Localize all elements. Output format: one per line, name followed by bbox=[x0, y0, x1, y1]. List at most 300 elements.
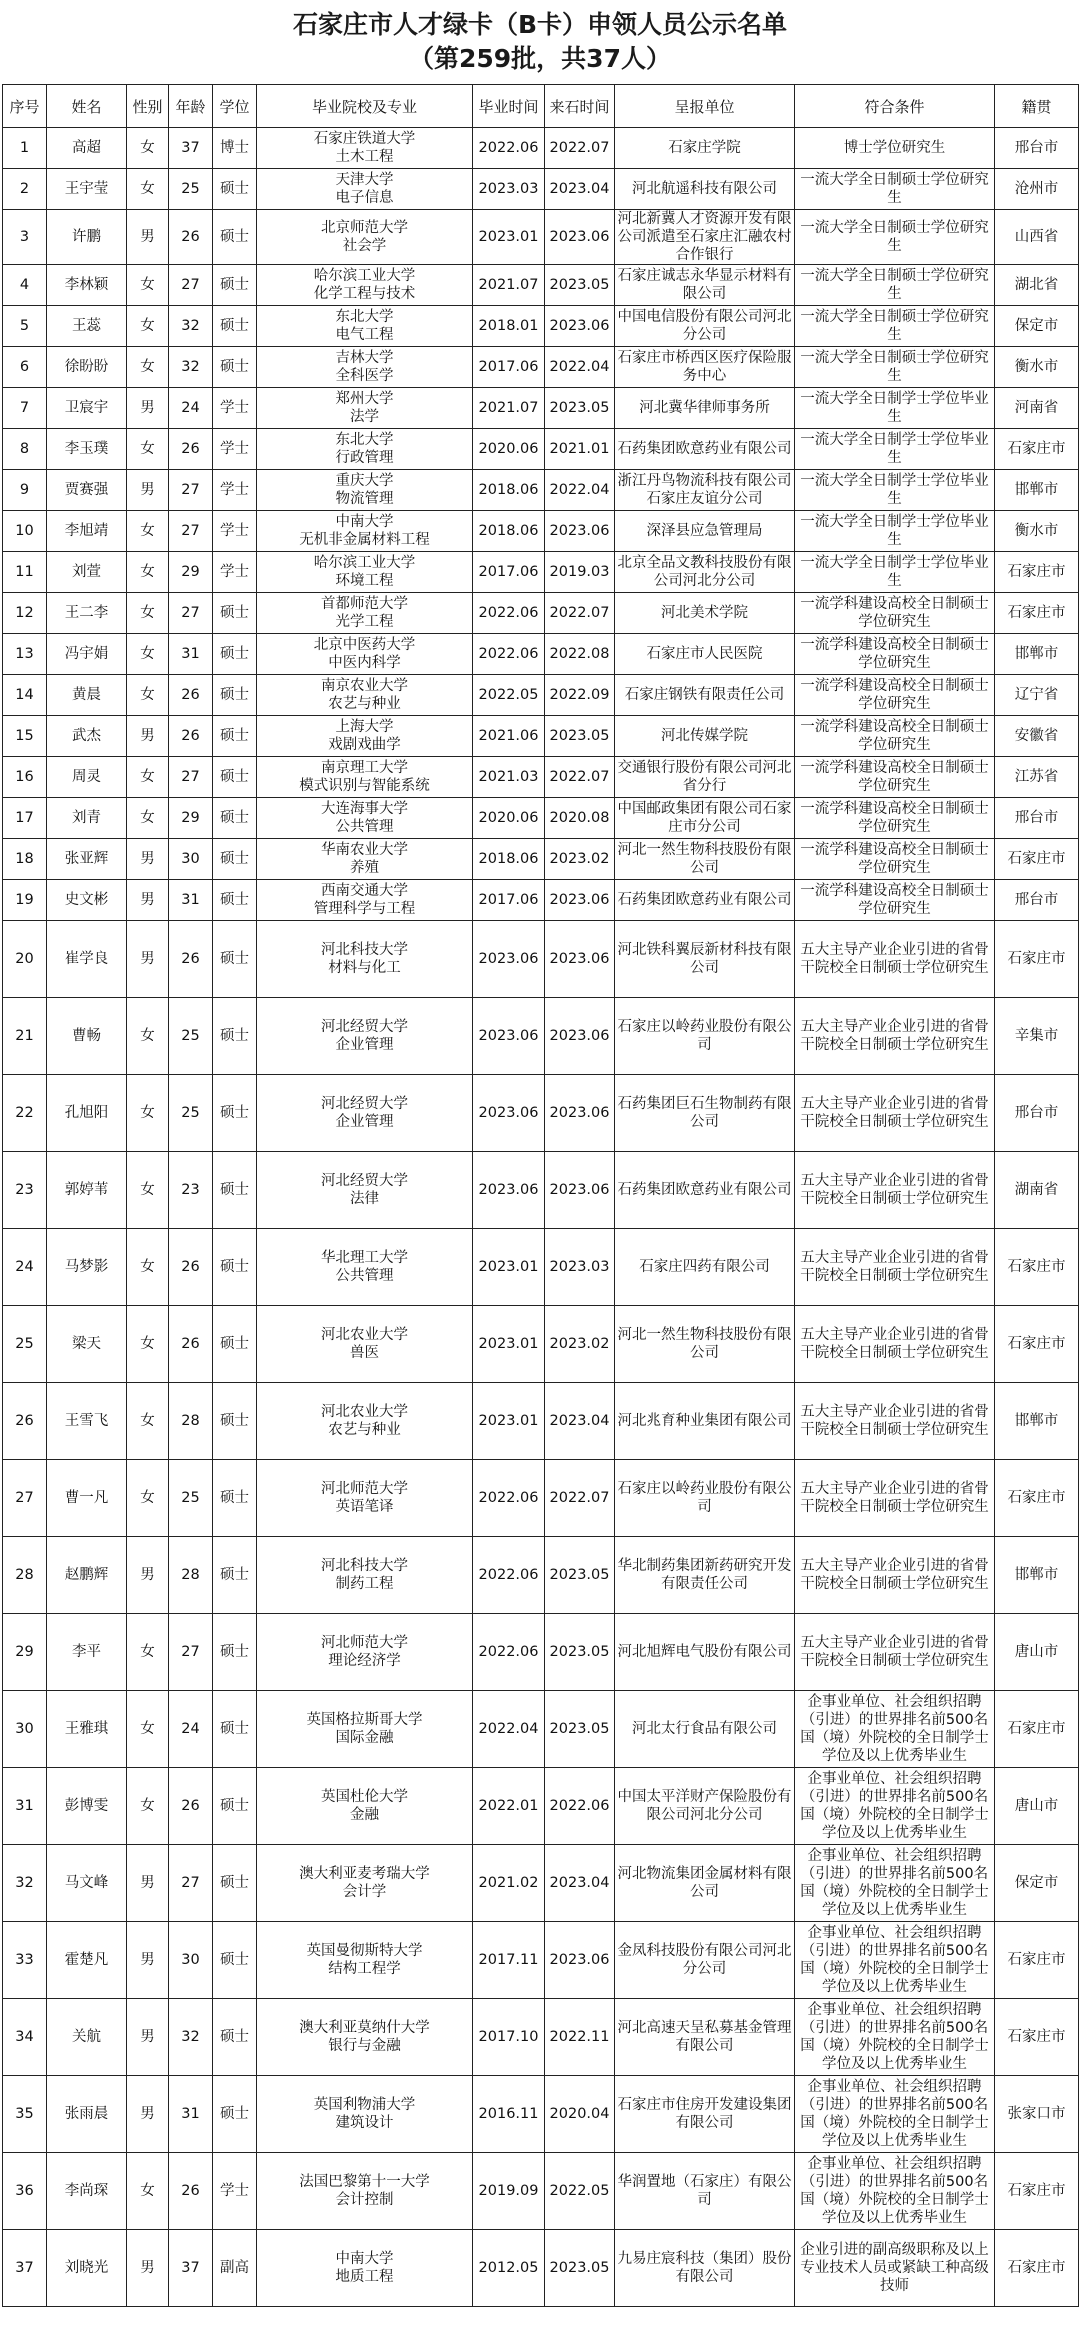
cell-name: 贾赛强 bbox=[47, 470, 127, 511]
cell-school-major bbox=[257, 511, 473, 552]
cell-no: 31 bbox=[3, 1768, 47, 1845]
cell-degree: 硕士 bbox=[213, 210, 257, 265]
cell-condition: 五大主导产业企业引进的省骨干院校全日制硕士学位研究生 bbox=[795, 1075, 995, 1152]
cell-age: 24 bbox=[169, 388, 213, 429]
cell-no: 10 bbox=[3, 511, 47, 552]
cell-grad-time: 2019.09 bbox=[473, 2153, 545, 2230]
school-name: 河北经贸大学 bbox=[321, 1096, 408, 1112]
cell-age: 27 bbox=[169, 757, 213, 798]
school-name: 华南农业大学 bbox=[321, 842, 408, 858]
school-name: 东北大学 bbox=[335, 432, 394, 448]
cell-origin: 邢台市 bbox=[995, 798, 1079, 839]
cell-name: 郭婷苇 bbox=[47, 1152, 127, 1229]
cell-arrive-time: 2022.07 bbox=[545, 128, 615, 169]
cell-degree: 副高 bbox=[213, 2230, 257, 2307]
cell-degree: 硕士 bbox=[213, 1768, 257, 1845]
school-name: 澳大利亚莫纳什大学 bbox=[299, 2020, 430, 2036]
cell-school-major bbox=[257, 998, 473, 1075]
major-name: 结构工程学 bbox=[328, 1961, 401, 1977]
cell-arrive-time: 2023.05 bbox=[545, 388, 615, 429]
cell-school-major bbox=[257, 675, 473, 716]
cell-name: 王雪飞 bbox=[47, 1383, 127, 1460]
cell-grad-time: 2022.06 bbox=[473, 1537, 545, 1614]
cell-origin: 邯郸市 bbox=[995, 470, 1079, 511]
cell-unit: 石药集团巨石生物制药有限公司 bbox=[615, 1075, 795, 1152]
cell-origin: 江苏省 bbox=[995, 757, 1079, 798]
cell-degree: 硕士 bbox=[213, 265, 257, 306]
cell-age: 25 bbox=[169, 1075, 213, 1152]
cell-unit: 石家庄以岭药业股份有限公司 bbox=[615, 1460, 795, 1537]
cell-origin: 衡水市 bbox=[995, 511, 1079, 552]
table-row bbox=[3, 593, 1079, 634]
cell-degree: 硕士 bbox=[213, 1152, 257, 1229]
cell-condition: 一流学科建设高校全日制硕士学位研究生 bbox=[795, 798, 995, 839]
major-name: 化学工程与技术 bbox=[313, 286, 416, 302]
table-row bbox=[3, 1845, 1079, 1922]
header-origin: 籍贯 bbox=[995, 85, 1079, 128]
cell-school-major bbox=[257, 347, 473, 388]
cell-grad-time: 2023.01 bbox=[473, 210, 545, 265]
cell-arrive-time: 2023.06 bbox=[545, 1152, 615, 1229]
cell-condition: 一流大学全日制学士学位毕业生 bbox=[795, 429, 995, 470]
cell-school-major bbox=[257, 634, 473, 675]
cell-school-major bbox=[257, 2076, 473, 2153]
header-age: 年龄 bbox=[169, 85, 213, 128]
cell-name: 徐盼盼 bbox=[47, 347, 127, 388]
table-row bbox=[3, 1691, 1079, 1768]
major-name: 会计学 bbox=[342, 1884, 387, 1900]
cell-condition: 一流学科建设高校全日制硕士学位研究生 bbox=[795, 716, 995, 757]
cell-school-major bbox=[257, 593, 473, 634]
cell-degree: 硕士 bbox=[213, 634, 257, 675]
cell-age: 26 bbox=[169, 429, 213, 470]
cell-condition: 一流学科建设高校全日制硕士学位研究生 bbox=[795, 634, 995, 675]
cell-school-major bbox=[257, 470, 473, 511]
cell-grad-time: 2023.01 bbox=[473, 1306, 545, 1383]
cell-school-major bbox=[257, 798, 473, 839]
cell-degree: 硕士 bbox=[213, 1691, 257, 1768]
cell-grad-time: 2017.06 bbox=[473, 552, 545, 593]
major-name: 电气工程 bbox=[335, 327, 394, 343]
cell-degree: 硕士 bbox=[213, 716, 257, 757]
cell-no: 25 bbox=[3, 1306, 47, 1383]
cell-degree: 学士 bbox=[213, 552, 257, 593]
major-name: 金融 bbox=[350, 1807, 379, 1823]
cell-no: 24 bbox=[3, 1229, 47, 1306]
cell-no: 22 bbox=[3, 1075, 47, 1152]
cell-condition: 五大主导产业企业引进的省骨干院校全日制硕士学位研究生 bbox=[795, 1537, 995, 1614]
cell-origin: 石家庄市 bbox=[995, 2153, 1079, 2230]
cell-gender: 男 bbox=[127, 388, 169, 429]
document-subtitle: （第259批，共37人） bbox=[409, 44, 671, 73]
cell-gender: 女 bbox=[127, 511, 169, 552]
header-school-major: 毕业院校及专业 bbox=[257, 85, 473, 128]
school-name: 河北师范大学 bbox=[321, 1481, 408, 1497]
cell-no: 16 bbox=[3, 757, 47, 798]
cell-no: 4 bbox=[3, 265, 47, 306]
cell-arrive-time: 2022.06 bbox=[545, 1768, 615, 1845]
header-gender: 性别 bbox=[127, 85, 169, 128]
cell-grad-time: 2018.06 bbox=[473, 839, 545, 880]
cell-grad-time: 2022.06 bbox=[473, 634, 545, 675]
cell-gender: 女 bbox=[127, 998, 169, 1075]
cell-gender: 男 bbox=[127, 470, 169, 511]
cell-gender: 女 bbox=[127, 1614, 169, 1691]
school-name: 大连海事大学 bbox=[321, 801, 408, 817]
cell-gender: 男 bbox=[127, 210, 169, 265]
cell-arrive-time: 2021.01 bbox=[545, 429, 615, 470]
cell-condition: 企事业单位、社会组织招聘（引进）的世界排名前500名国（境）外院校的全日制学士学位及以上优秀毕业生 bbox=[795, 1691, 995, 1768]
cell-origin: 唐山市 bbox=[995, 1614, 1079, 1691]
cell-unit: 中国邮政集团有限公司石家庄市分公司 bbox=[615, 798, 795, 839]
cell-arrive-time: 2023.05 bbox=[545, 1614, 615, 1691]
cell-grad-time: 2022.06 bbox=[473, 128, 545, 169]
cell-grad-time: 2018.06 bbox=[473, 511, 545, 552]
cell-no: 21 bbox=[3, 998, 47, 1075]
cell-no: 35 bbox=[3, 2076, 47, 2153]
cell-name: 马文峰 bbox=[47, 1845, 127, 1922]
cell-grad-time: 2023.06 bbox=[473, 998, 545, 1075]
cell-no: 36 bbox=[3, 2153, 47, 2230]
cell-name: 高超 bbox=[47, 128, 127, 169]
cell-condition: 五大主导产业企业引进的省骨干院校全日制硕士学位研究生 bbox=[795, 921, 995, 998]
cell-arrive-time: 2023.05 bbox=[545, 1691, 615, 1768]
cell-origin: 石家庄市 bbox=[995, 1460, 1079, 1537]
cell-gender: 男 bbox=[127, 1537, 169, 1614]
cell-name: 刘晓光 bbox=[47, 2230, 127, 2307]
cell-name: 赵鹏辉 bbox=[47, 1537, 127, 1614]
cell-school-major bbox=[257, 839, 473, 880]
cell-origin: 衡水市 bbox=[995, 347, 1079, 388]
major-name: 全科医学 bbox=[335, 368, 394, 384]
cell-unit: 河北一然生物科技股份有限公司 bbox=[615, 839, 795, 880]
cell-arrive-time: 2022.04 bbox=[545, 470, 615, 511]
school-name: 河北农业大学 bbox=[321, 1327, 408, 1343]
cell-arrive-time: 2023.06 bbox=[545, 210, 615, 265]
cell-no: 23 bbox=[3, 1152, 47, 1229]
cell-origin: 保定市 bbox=[995, 1845, 1079, 1922]
cell-origin: 邯郸市 bbox=[995, 1383, 1079, 1460]
cell-grad-time: 2021.02 bbox=[473, 1845, 545, 1922]
cell-unit: 河北新冀人才资源开发有限公司派遣至石家庄汇融农村合作银行 bbox=[615, 210, 795, 265]
cell-arrive-time: 2023.05 bbox=[545, 2230, 615, 2307]
cell-unit: 石家庄钢铁有限责任公司 bbox=[615, 675, 795, 716]
cell-name: 曹畅 bbox=[47, 998, 127, 1075]
cell-unit: 浙江丹鸟物流科技有限公司石家庄友谊分公司 bbox=[615, 470, 795, 511]
major-name: 企业管理 bbox=[335, 1114, 394, 1130]
cell-unit: 交通银行股份有限公司河北省分行 bbox=[615, 757, 795, 798]
school-name: 吉林大学 bbox=[335, 350, 394, 366]
cell-gender: 女 bbox=[127, 1383, 169, 1460]
cell-age: 32 bbox=[169, 347, 213, 388]
cell-unit: 石家庄学院 bbox=[615, 128, 795, 169]
cell-grad-time: 2017.06 bbox=[473, 880, 545, 921]
cell-arrive-time: 2023.04 bbox=[545, 1845, 615, 1922]
major-name: 地质工程 bbox=[335, 2269, 394, 2285]
cell-gender: 女 bbox=[127, 593, 169, 634]
cell-school-major bbox=[257, 880, 473, 921]
cell-unit: 石家庄诚志永华显示材料有限公司 bbox=[615, 265, 795, 306]
cell-origin: 辛集市 bbox=[995, 998, 1079, 1075]
cell-age: 30 bbox=[169, 839, 213, 880]
cell-age: 24 bbox=[169, 1691, 213, 1768]
table-row bbox=[3, 716, 1079, 757]
cell-unit: 石家庄市人民医院 bbox=[615, 634, 795, 675]
cell-origin: 河南省 bbox=[995, 388, 1079, 429]
cell-origin: 邢台市 bbox=[995, 880, 1079, 921]
cell-gender: 男 bbox=[127, 2076, 169, 2153]
cell-grad-time: 2022.06 bbox=[473, 1614, 545, 1691]
cell-gender: 女 bbox=[127, 634, 169, 675]
major-name: 企业管理 bbox=[335, 1037, 394, 1053]
cell-condition: 一流大学全日制硕士学位研究生 bbox=[795, 169, 995, 210]
cell-age: 31 bbox=[169, 880, 213, 921]
major-name: 无机非金属材料工程 bbox=[299, 532, 430, 548]
school-name: 上海大学 bbox=[335, 719, 394, 735]
table-row bbox=[3, 128, 1079, 169]
cell-school-major bbox=[257, 1691, 473, 1768]
cell-origin: 邢台市 bbox=[995, 1075, 1079, 1152]
cell-arrive-time: 2023.02 bbox=[545, 1306, 615, 1383]
major-name: 农艺与种业 bbox=[328, 1422, 401, 1438]
cell-unit: 石家庄市住房开发建设集团有限公司 bbox=[615, 2076, 795, 2153]
school-name: 河北农业大学 bbox=[321, 1404, 408, 1420]
cell-grad-time: 2021.03 bbox=[473, 757, 545, 798]
table-row bbox=[3, 470, 1079, 511]
table-row bbox=[3, 757, 1079, 798]
cell-unit: 中国太平洋财产保险股份有限公司河北分公司 bbox=[615, 1768, 795, 1845]
cell-unit: 石家庄以岭药业股份有限公司 bbox=[615, 998, 795, 1075]
cell-age: 31 bbox=[169, 634, 213, 675]
cell-age: 29 bbox=[169, 798, 213, 839]
table-row bbox=[3, 634, 1079, 675]
cell-condition: 一流学科建设高校全日制硕士学位研究生 bbox=[795, 675, 995, 716]
cell-grad-time: 2016.11 bbox=[473, 2076, 545, 2153]
cell-name: 刘青 bbox=[47, 798, 127, 839]
cell-gender: 女 bbox=[127, 552, 169, 593]
cell-grad-time: 2022.06 bbox=[473, 1460, 545, 1537]
cell-no: 12 bbox=[3, 593, 47, 634]
major-name: 兽医 bbox=[350, 1345, 379, 1361]
cell-condition: 一流大学全日制硕士学位研究生 bbox=[795, 265, 995, 306]
cell-name: 张雨晨 bbox=[47, 2076, 127, 2153]
cell-origin: 石家庄市 bbox=[995, 2230, 1079, 2307]
cell-unit: 河北美术学院 bbox=[615, 593, 795, 634]
school-name: 西南交通大学 bbox=[321, 883, 408, 899]
cell-grad-time: 2021.07 bbox=[473, 265, 545, 306]
table-row bbox=[3, 1614, 1079, 1691]
cell-origin: 石家庄市 bbox=[995, 593, 1079, 634]
cell-condition: 一流大学全日制硕士学位研究生 bbox=[795, 306, 995, 347]
cell-condition: 一流大学全日制学士学位毕业生 bbox=[795, 470, 995, 511]
cell-name: 卫宸宇 bbox=[47, 388, 127, 429]
major-name: 会计控制 bbox=[335, 2192, 394, 2208]
cell-name: 李平 bbox=[47, 1614, 127, 1691]
cell-age: 26 bbox=[169, 1229, 213, 1306]
major-name: 银行与金融 bbox=[328, 2038, 401, 2054]
cell-school-major bbox=[257, 1768, 473, 1845]
cell-origin: 石家庄市 bbox=[995, 1999, 1079, 2076]
cell-grad-time: 2017.06 bbox=[473, 347, 545, 388]
cell-degree: 硕士 bbox=[213, 1460, 257, 1537]
cell-no: 37 bbox=[3, 2230, 47, 2307]
cell-age: 29 bbox=[169, 552, 213, 593]
cell-school-major bbox=[257, 1229, 473, 1306]
cell-school-major bbox=[257, 552, 473, 593]
cell-origin: 石家庄市 bbox=[995, 552, 1079, 593]
cell-unit: 河北航遥科技有限公司 bbox=[615, 169, 795, 210]
table-row bbox=[3, 511, 1079, 552]
school-name: 南京农业大学 bbox=[321, 678, 408, 694]
cell-name: 马梦影 bbox=[47, 1229, 127, 1306]
cell-arrive-time: 2023.06 bbox=[545, 880, 615, 921]
cell-unit: 河北旭辉电气股份有限公司 bbox=[615, 1614, 795, 1691]
cell-unit: 石家庄四药有限公司 bbox=[615, 1229, 795, 1306]
cell-degree: 硕士 bbox=[213, 880, 257, 921]
cell-school-major bbox=[257, 1383, 473, 1460]
cell-school-major bbox=[257, 306, 473, 347]
cell-gender: 男 bbox=[127, 880, 169, 921]
cell-origin: 石家庄市 bbox=[995, 1306, 1079, 1383]
major-name: 土木工程 bbox=[335, 149, 394, 165]
cell-arrive-time: 2023.06 bbox=[545, 306, 615, 347]
header-no: 序号 bbox=[3, 85, 47, 128]
cell-degree: 学士 bbox=[213, 429, 257, 470]
cell-degree: 硕士 bbox=[213, 998, 257, 1075]
cell-gender: 女 bbox=[127, 347, 169, 388]
cell-school-major bbox=[257, 265, 473, 306]
cell-unit: 石药集团欧意药业有限公司 bbox=[615, 1152, 795, 1229]
cell-name: 王蕊 bbox=[47, 306, 127, 347]
cell-gender: 女 bbox=[127, 1306, 169, 1383]
cell-name: 孔旭阳 bbox=[47, 1075, 127, 1152]
cell-school-major bbox=[257, 2230, 473, 2307]
cell-degree: 硕士 bbox=[213, 347, 257, 388]
cell-arrive-time: 2020.04 bbox=[545, 2076, 615, 2153]
cell-degree: 硕士 bbox=[213, 839, 257, 880]
cell-no: 29 bbox=[3, 1614, 47, 1691]
cell-degree: 硕士 bbox=[213, 593, 257, 634]
table-row bbox=[3, 880, 1079, 921]
cell-age: 26 bbox=[169, 716, 213, 757]
major-name: 养殖 bbox=[350, 860, 379, 876]
cell-gender: 女 bbox=[127, 757, 169, 798]
cell-name: 彭博雯 bbox=[47, 1768, 127, 1845]
school-name: 英国曼彻斯特大学 bbox=[306, 1943, 423, 1959]
cell-name: 李尚琛 bbox=[47, 2153, 127, 2230]
cell-degree: 硕士 bbox=[213, 1229, 257, 1306]
major-name: 制药工程 bbox=[335, 1576, 394, 1592]
header-unit: 呈报单位 bbox=[615, 85, 795, 128]
cell-origin: 石家庄市 bbox=[995, 429, 1079, 470]
cell-name: 黄晨 bbox=[47, 675, 127, 716]
cell-age: 27 bbox=[169, 593, 213, 634]
cell-school-major bbox=[257, 1999, 473, 2076]
cell-age: 28 bbox=[169, 1383, 213, 1460]
major-name: 环境工程 bbox=[335, 573, 394, 589]
cell-unit: 九易庄宸科技（集团）股份有限公司 bbox=[615, 2230, 795, 2307]
cell-gender: 女 bbox=[127, 798, 169, 839]
cell-arrive-time: 2022.09 bbox=[545, 675, 615, 716]
cell-origin: 石家庄市 bbox=[995, 1691, 1079, 1768]
cell-unit: 石药集团欧意药业有限公司 bbox=[615, 880, 795, 921]
cell-arrive-time: 2023.02 bbox=[545, 839, 615, 880]
cell-age: 37 bbox=[169, 128, 213, 169]
cell-degree: 硕士 bbox=[213, 306, 257, 347]
cell-grad-time: 2021.06 bbox=[473, 716, 545, 757]
cell-no: 3 bbox=[3, 210, 47, 265]
cell-unit: 河北一然生物科技股份有限公司 bbox=[615, 1306, 795, 1383]
cell-gender: 女 bbox=[127, 1075, 169, 1152]
cell-no: 20 bbox=[3, 921, 47, 998]
cell-unit: 河北高速天呈私募基金管理有限公司 bbox=[615, 1999, 795, 2076]
cell-name: 刘萱 bbox=[47, 552, 127, 593]
school-name: 重庆大学 bbox=[335, 473, 394, 489]
cell-no: 33 bbox=[3, 1922, 47, 1999]
cell-name: 王二李 bbox=[47, 593, 127, 634]
cell-origin: 保定市 bbox=[995, 306, 1079, 347]
table-row bbox=[3, 265, 1079, 306]
cell-arrive-time: 2022.07 bbox=[545, 757, 615, 798]
cell-no: 28 bbox=[3, 1537, 47, 1614]
table-row bbox=[3, 1460, 1079, 1537]
cell-origin: 安徽省 bbox=[995, 716, 1079, 757]
table-row bbox=[3, 429, 1079, 470]
cell-gender: 女 bbox=[127, 675, 169, 716]
cell-unit: 河北太行食品有限公司 bbox=[615, 1691, 795, 1768]
major-name: 物流管理 bbox=[335, 491, 394, 507]
cell-age: 27 bbox=[169, 1845, 213, 1922]
school-name: 英国杜伦大学 bbox=[321, 1789, 408, 1805]
table-row bbox=[3, 998, 1079, 1075]
cell-no: 13 bbox=[3, 634, 47, 675]
school-name: 英国格拉斯哥大学 bbox=[306, 1712, 423, 1728]
cell-no: 18 bbox=[3, 839, 47, 880]
cell-arrive-time: 2023.06 bbox=[545, 511, 615, 552]
cell-degree: 硕士 bbox=[213, 1999, 257, 2076]
cell-school-major bbox=[257, 1845, 473, 1922]
cell-unit: 河北兆育种业集团有限公司 bbox=[615, 1383, 795, 1460]
cell-name: 李旭靖 bbox=[47, 511, 127, 552]
school-name: 哈尔滨工业大学 bbox=[313, 268, 416, 284]
cell-grad-time: 2012.05 bbox=[473, 2230, 545, 2307]
cell-gender: 男 bbox=[127, 921, 169, 998]
cell-degree: 硕士 bbox=[213, 1075, 257, 1152]
major-name: 法律 bbox=[350, 1191, 379, 1207]
cell-name: 周灵 bbox=[47, 757, 127, 798]
cell-condition: 企事业单位、社会组织招聘（引进）的世界排名前500名国（境）外院校的全日制学士学位及以上优秀毕业生 bbox=[795, 1999, 995, 2076]
cell-unit: 金凤科技股份有限公司河北分公司 bbox=[615, 1922, 795, 1999]
table-row bbox=[3, 1229, 1079, 1306]
cell-name: 许鹏 bbox=[47, 210, 127, 265]
cell-unit: 河北铁科翼辰新材科技有限公司 bbox=[615, 921, 795, 998]
cell-school-major bbox=[257, 757, 473, 798]
cell-condition: 企业引进的副高级职称及以上专业技术人员或紧缺工种高级技师 bbox=[795, 2230, 995, 2307]
table-row bbox=[3, 1383, 1079, 1460]
cell-grad-time: 2018.01 bbox=[473, 306, 545, 347]
cell-age: 27 bbox=[169, 1614, 213, 1691]
cell-degree: 硕士 bbox=[213, 798, 257, 839]
cell-unit: 河北传媒学院 bbox=[615, 716, 795, 757]
cell-arrive-time: 2022.08 bbox=[545, 634, 615, 675]
table-row bbox=[3, 388, 1079, 429]
cell-age: 26 bbox=[169, 210, 213, 265]
cell-condition: 一流大学全日制硕士学位研究生 bbox=[795, 347, 995, 388]
cell-grad-time: 2023.06 bbox=[473, 1152, 545, 1229]
cell-degree: 学士 bbox=[213, 511, 257, 552]
cell-school-major bbox=[257, 2153, 473, 2230]
cell-condition: 一流大学全日制硕士学位研究生 bbox=[795, 210, 995, 265]
